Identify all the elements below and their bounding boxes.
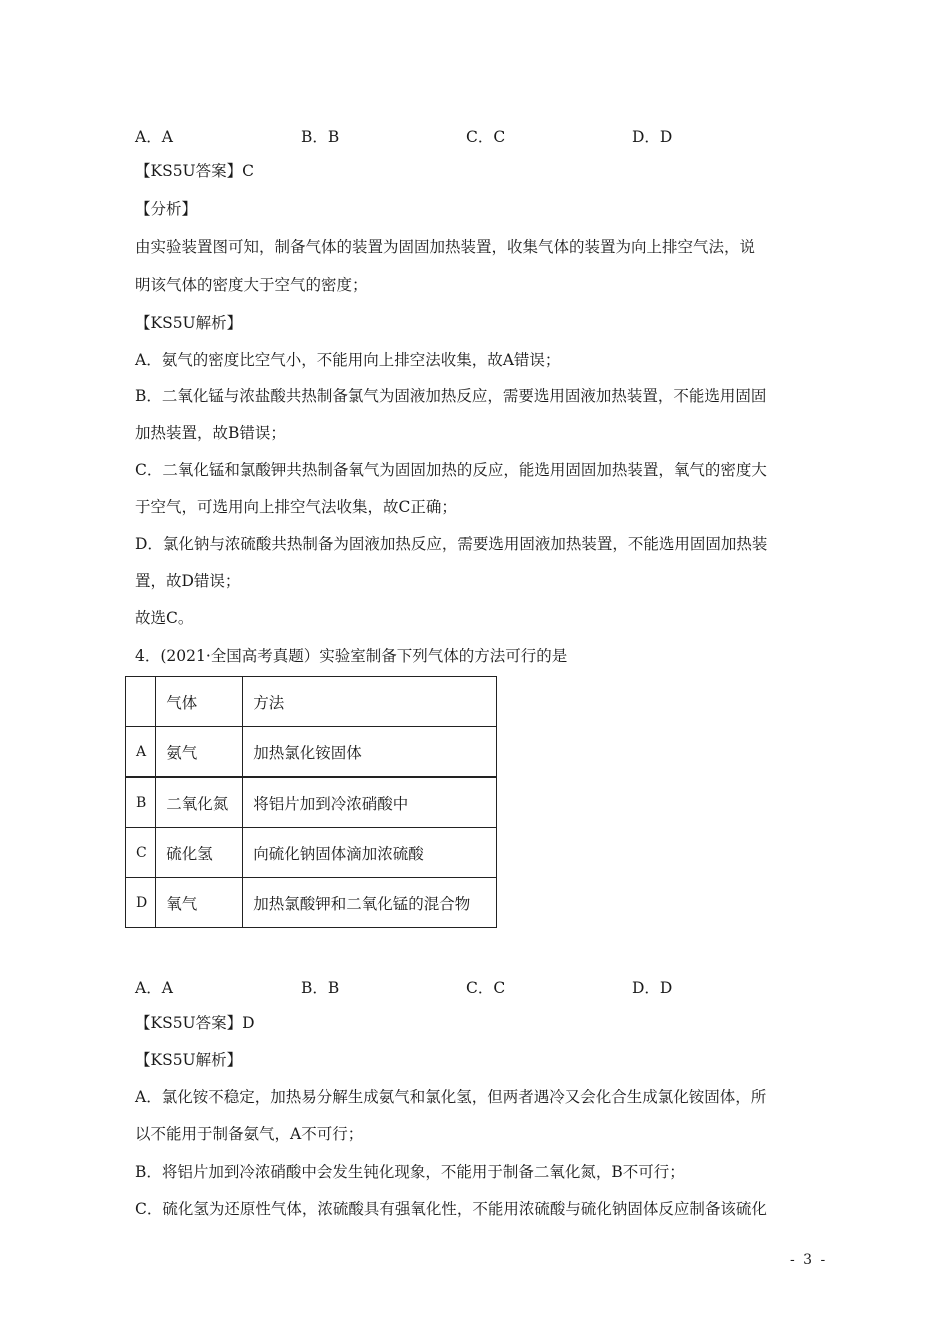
q3-explain-heading: 【KS5U解析】 <box>135 314 243 332</box>
table-cell: A <box>126 727 156 778</box>
q3-analysis-line-1: 由实验装置图可知，制备气体的装置为固固加热装置，收集气体的装置为向上排空气法，说 <box>135 238 756 256</box>
q3-explain-line-7: 置，故D错误； <box>135 572 241 590</box>
table-cell: D <box>126 878 156 928</box>
q3-explain-line-4: C．二氧化锰和氯酸钾共热制备氧气为固固加热的反应，能选用固固加热装置，氧气的密度大 <box>135 461 767 479</box>
q4-explain-line-2: 以不能用于制备氨气，A不可行； <box>135 1125 364 1143</box>
q4-explain-line-4: C．硫化氢为还原性气体，浓硫酸具有强氧化性，不能用浓硫酸与硫化钠固体反应制备该硫化 <box>135 1200 767 1218</box>
table-header-cell <box>126 677 156 727</box>
table-row <box>126 878 497 928</box>
q4-explain-line-3: B．将铝片加到冷浓硝酸中会发生钝化现象，不能用于制备二氧化氮，B不可行； <box>135 1163 685 1181</box>
q3-analysis-line-2: 明该气体的密度大于空气的密度； <box>135 276 368 294</box>
q4-gas-table <box>125 676 497 928</box>
table-cell: 氧气 <box>156 878 243 928</box>
q4-stem: 4．(2021·全国高考真题）实验室制备下列气体的方法可行的是 <box>135 647 568 665</box>
table-cell: 氨气 <box>156 727 243 778</box>
q3-answer: 【KS5U答案】C <box>135 162 254 180</box>
q4-answer: 【KS5U答案】D <box>135 1014 255 1032</box>
table-cell: 硫化氢 <box>156 828 243 878</box>
q3-explain-line-2: B．二氧化锰与浓盐酸共热制备氯气为固液加热反应，需要选用固液加热装置，不能选用固固 <box>135 387 767 405</box>
q3-option-a: A．A <box>135 128 173 146</box>
q4-explain-heading: 【KS5U解析】 <box>135 1051 243 1069</box>
q4-options <box>135 976 835 996</box>
q4-explain-line-1: A．氯化铵不稳定，加热易分解生成氨气和氯化氢，但两者遇冷又会化合生成氯化铵固体，所 <box>135 1088 767 1106</box>
table-row <box>126 777 497 828</box>
table-cell: 加热氯酸钾和二氧化锰的混合物 <box>243 878 497 928</box>
q3-explain-line-6: D．氯化钠与浓硫酸共热制备为固液加热反应，需要选用固液加热装置，不能选用固固加热装 <box>135 535 768 553</box>
table-header-cell: 方法 <box>243 677 497 727</box>
table-cell: C <box>126 828 156 878</box>
q3-option-b: B．B <box>301 128 340 146</box>
q4-option-a: A．A <box>135 979 173 997</box>
q3-option-c: C．C <box>466 128 506 146</box>
table-cell: B <box>126 777 156 828</box>
table-row <box>126 727 497 778</box>
table-cell: 将铝片加到冷浓硝酸中 <box>243 777 497 828</box>
table-cell: 加热氯化铵固体 <box>243 727 497 778</box>
q3-option-d: D．D <box>632 128 673 146</box>
table-header-cell: 气体 <box>156 677 243 727</box>
q3-explain-line-5: 于空气，可选用向上排空气法收集，故C正确； <box>135 498 457 516</box>
table-header-row <box>126 677 497 727</box>
page-number: - 3 - <box>790 1252 828 1268</box>
q3-analysis-heading: 【分析】 <box>135 200 198 218</box>
q3-explain-line-1: A．氨气的密度比空气小，不能用向上排空法收集，故A错误； <box>135 351 561 369</box>
table-row <box>126 828 497 878</box>
q3-options <box>135 125 835 145</box>
q3-explain-line-3: 加热装置，故B错误； <box>135 424 286 442</box>
q4-option-d: D．D <box>632 979 673 997</box>
table-cell: 二氧化氮 <box>156 777 243 828</box>
table-cell: 向硫化钠固体滴加浓硫酸 <box>243 828 497 878</box>
q4-option-b: B．B <box>301 979 340 997</box>
q4-option-c: C．C <box>466 979 506 997</box>
q3-conclusion: 故选C。 <box>135 609 194 627</box>
